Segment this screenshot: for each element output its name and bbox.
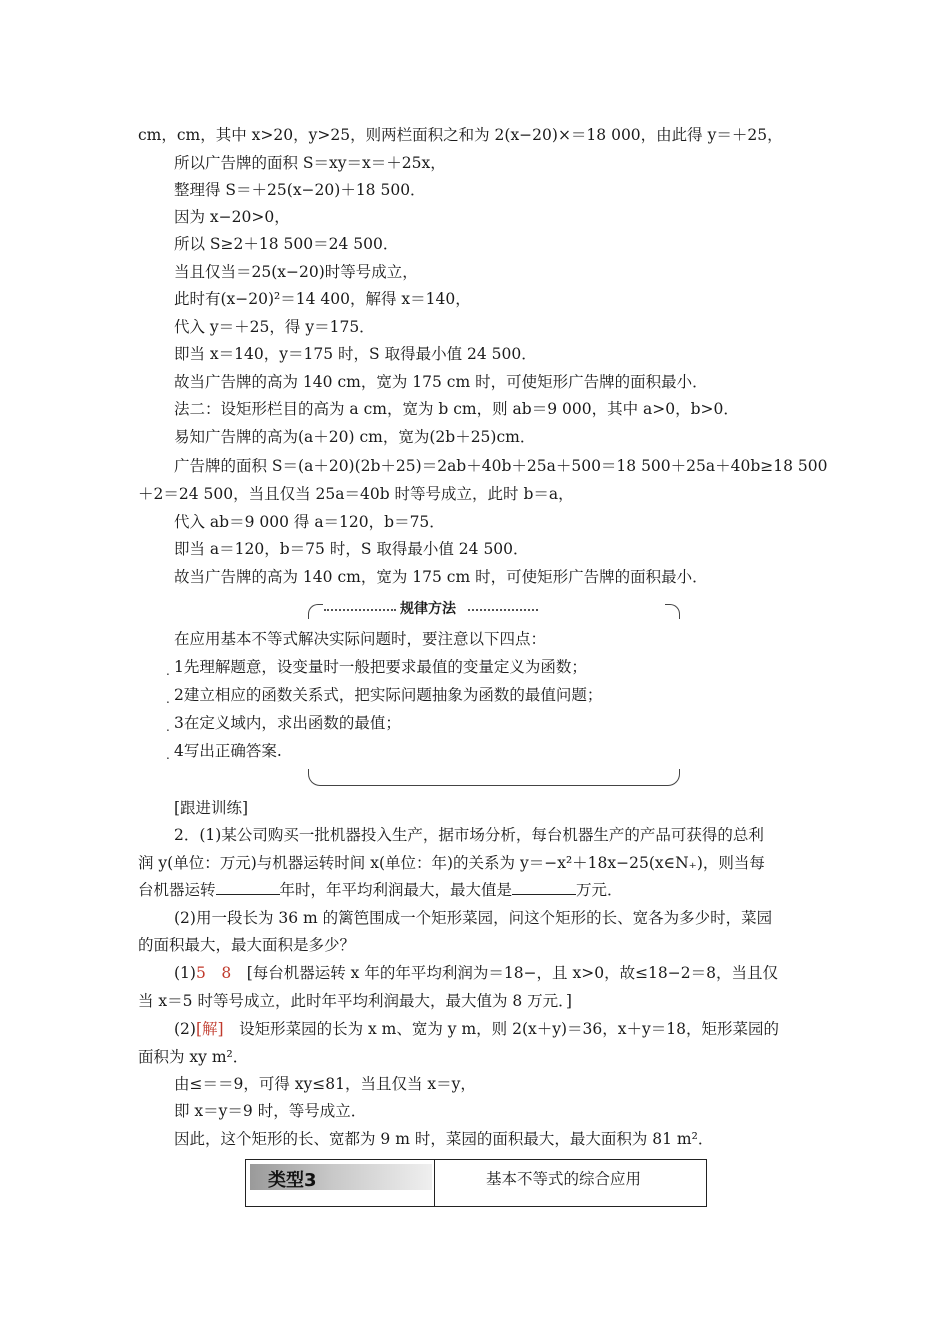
text-line: ＋2＝24 500，当且仅当 25a＝40b 时等号成立，此时 b＝a，: [138, 485, 574, 503]
text-line: 即当 x＝140，y＝175 时，S 取得最小值 24 500．: [174, 345, 537, 363]
box-corner: [308, 604, 323, 619]
text-line: 易知广告牌的高为(a＋20) cm，宽为(2b＋25)cm．: [174, 428, 536, 446]
practice-label: [跟进训练]: [174, 799, 249, 817]
answer-line: 当 x＝5 时等号成立，此时年平均利润最大，最大值为 8 万元．]: [138, 992, 572, 1010]
text-line: 整理得 S＝＋25(x−20)＋18 500．: [174, 181, 426, 199]
question-line: 2．(1)某公司购买一批机器投入生产，据市场分析，每台机器生产的产品可获得的总利: [174, 826, 764, 844]
divider: [434, 1160, 435, 1206]
text-line: 当且仅当＝25(x−20)时等号成立，: [174, 263, 418, 281]
type-tag-label: 类型3: [268, 1170, 317, 1191]
text-line: 所以广告牌的面积 S＝xy＝x＝＋25x，: [174, 154, 446, 172]
box-frame: [308, 769, 680, 786]
question-line: (2)用一段长为 36 m 的篱笆围成一个矩形菜园，问这个矩形的长、宽各为多少时，菜园: [174, 909, 773, 927]
dotted-rule: [468, 599, 538, 611]
solution-tag: [解]: [195, 1020, 224, 1038]
answer-values: 5 8: [195, 964, 232, 982]
dotted-rule: [324, 599, 396, 611]
answer-line: 即 x＝y＝9 时，等号成立．: [174, 1102, 367, 1120]
method-item: 3在定义域内，求出函数的最值；: [174, 714, 401, 732]
question-line: 的面积最大，最大面积是多少？: [138, 936, 356, 954]
answer-prefix: (2): [174, 1020, 196, 1038]
answer-line: 面积为 xy m²．: [138, 1048, 249, 1066]
text-line: 广告牌的面积 S＝(a＋20)(2b＋25)＝2ab＋40b＋25a＋500＝18 500＋25a＋40b≥18 500: [174, 457, 828, 475]
bullet-dot: .: [166, 748, 170, 762]
answer-prefix: (1): [174, 964, 196, 982]
question-text: 台机器运转: [138, 881, 216, 899]
text-line: 代入 y＝＋25，得 y＝175．: [174, 318, 375, 336]
question-line: 润 y(单位：万元)与机器运转时间 x(单位：年)的关系为 y＝−x²＋18x−25(x∈N₊)，则当每: [138, 854, 765, 872]
answer-line: 由≤＝＝9，可得 xy≤81，当且仅当 x＝y，: [174, 1075, 476, 1093]
text-line: 故当广告牌的高为 140 cm，宽为 175 cm 时，可使矩形广告牌的面积最小．: [174, 568, 708, 586]
text-line: 法二：设矩形栏目的高为 a cm，宽为 b cm，则 ab＝9 000，其中 a>0，b>0．: [174, 400, 739, 418]
answer-blank[interactable]: [512, 880, 576, 895]
text-line: 即当 a＝120，b＝75 时，S 取得最小值 24 500．: [174, 540, 529, 558]
answer-line: [174, 1018, 779, 1040]
text-line: cm，cm，其中 x>20，y>25，则两栏面积之和为 2(x−20)×＝18 000，由此得 y＝＋25，: [138, 126, 783, 144]
answer-blank[interactable]: [216, 880, 280, 895]
answer-line: [174, 962, 778, 984]
answer-text: [每台机器运转 x 年的年平均利润为＝18−，且 x>0，故≤18−2＝8，当且仅: [231, 964, 778, 982]
text-line: 代入 ab＝9 000 得 a＝120，b＝75．: [174, 513, 445, 531]
bullet-dot: .: [166, 664, 170, 678]
section-title: 基本不等式的综合应用: [486, 1170, 642, 1188]
method-item: 1先理解题意，设变量时一般把要求最值的变量定义为函数；: [174, 658, 587, 676]
bullet-dot: .: [166, 720, 170, 734]
question-line: [138, 879, 623, 901]
answer-text: 设矩形菜园的长为 x m、宽为 y m，则 2(x＋y)＝36，x＋y＝18，矩形菜园的: [223, 1020, 780, 1038]
box-corner: [665, 604, 680, 619]
section-type-box: [245, 1159, 707, 1207]
method-heading: 规律方法: [400, 601, 456, 617]
method-item: 2建立相应的函数关系式，把实际问题抽象为函数的最值问题；: [174, 686, 603, 704]
method-intro: 在应用基本不等式解决实际问题时，要注意以下四点：: [174, 630, 547, 648]
answer-line: 因此，这个矩形的长、宽都为 9 m 时，菜园的面积最大，最大面积为 81 m²．: [174, 1130, 714, 1148]
bullet-dot: .: [166, 692, 170, 706]
type-tag: [250, 1164, 432, 1190]
text-line: 故当广告牌的高为 140 cm，宽为 175 cm 时，可使矩形广告牌的面积最小．: [174, 373, 708, 391]
question-text: 年时，年平均利润最大，最大值是: [279, 881, 513, 899]
method-item: 4写出正确答案.: [174, 742, 282, 760]
question-text: 万元．: [576, 881, 623, 899]
text-line: 此时有(x−20)²＝14 400，解得 x＝140，: [174, 290, 471, 308]
text-line: 所以 S≥2＋18 500＝24 500．: [174, 235, 399, 253]
text-line: 因为 x−20>0，: [174, 208, 290, 226]
